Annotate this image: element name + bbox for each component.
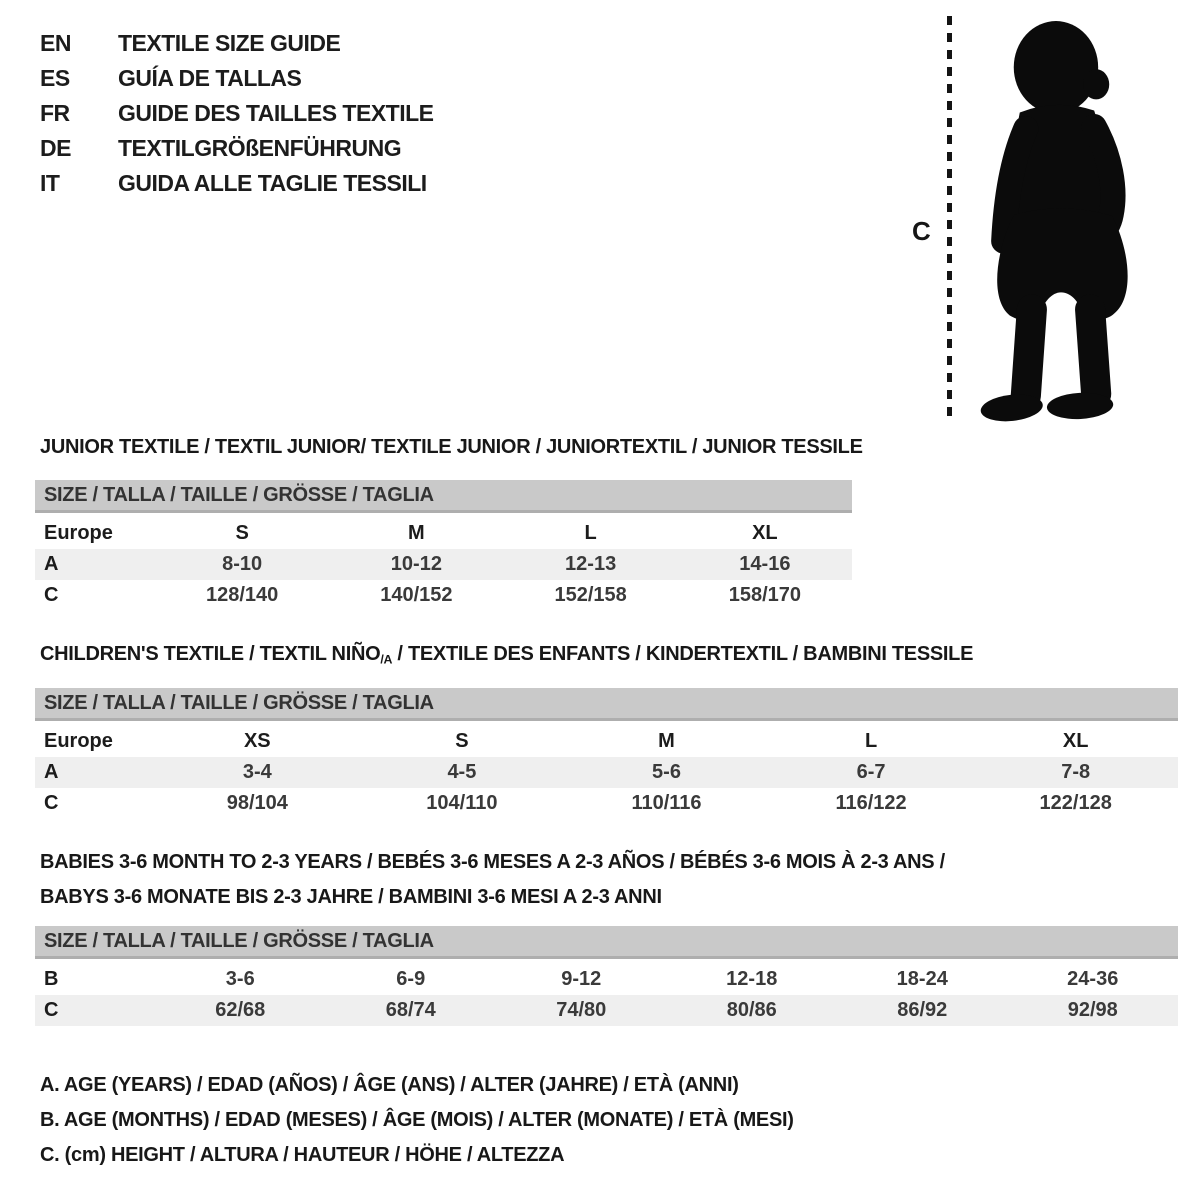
age-cell: 7-8 bbox=[1061, 761, 1091, 783]
height-cell: 122/128 bbox=[1039, 792, 1112, 814]
children-title-suffix: / TEXTILE DES ENFANTS / KINDERTEXTIL / BAMBINI TESSILE bbox=[392, 643, 974, 665]
size-cell: M bbox=[408, 522, 425, 544]
babies-section-title bbox=[40, 845, 945, 915]
region-label: Europe bbox=[44, 522, 113, 544]
height-cell: 86/92 bbox=[897, 999, 948, 1021]
months-cell: 12-18 bbox=[726, 968, 778, 990]
lang-code: IT bbox=[40, 170, 60, 196]
height-cell: 158/170 bbox=[728, 584, 802, 606]
lang-title: GUIDE DES TAILLES TEXTILE bbox=[118, 100, 434, 126]
babies-months-row bbox=[35, 964, 1178, 995]
size-cell: XS bbox=[243, 730, 271, 752]
months-cell: 6-9 bbox=[396, 968, 426, 990]
age-cell: 3-4 bbox=[242, 761, 272, 783]
lang-title: TEXTILGRÖßENFÜHRUNG bbox=[118, 135, 402, 161]
children-europe-row bbox=[35, 726, 1178, 757]
babies-size-header-bar: SIZE / TALLA / TAILLE / GRÖSSE / TAGLIA bbox=[35, 926, 1178, 959]
row-label-b: B bbox=[44, 968, 59, 990]
height-cell: 92/98 bbox=[1067, 999, 1118, 1021]
months-cell: 24-36 bbox=[1067, 968, 1119, 990]
babies-title-line1: BABIES 3-6 MONTH TO 2-3 YEARS / BEBÉS 3-6 MESES A 2-3 AÑOS / BÉBÉS 3-6 MOIS À 2-3 ANS / bbox=[40, 851, 945, 873]
junior-europe-row bbox=[35, 518, 852, 549]
lang-row-fr bbox=[40, 96, 434, 131]
row-label-c: C bbox=[44, 999, 59, 1021]
age-cell: 8-10 bbox=[222, 553, 263, 575]
legend-line-c: C. (cm) HEIGHT / ALTURA / HAUTEUR / HÖHE / ALTEZZA bbox=[40, 1144, 565, 1166]
junior-age-row bbox=[35, 549, 852, 580]
lang-row-es bbox=[40, 61, 434, 96]
months-cell: 18-24 bbox=[896, 968, 948, 990]
babies-title-line2: BABYS 3-6 MONATE BIS 2-3 JAHRE / BAMBINI 3-6 MESI A 2-3 ANNI bbox=[40, 886, 662, 908]
lang-title: GUIDA ALLE TAGLIE TESSILI bbox=[118, 170, 427, 196]
size-cell: S bbox=[235, 522, 249, 544]
row-label-a: A bbox=[44, 553, 59, 575]
language-header bbox=[40, 26, 434, 201]
age-cell: 10-12 bbox=[390, 553, 442, 575]
row-label-c: C bbox=[44, 792, 59, 814]
size-cell: XL bbox=[752, 522, 778, 544]
age-cell: 6-7 bbox=[856, 761, 886, 783]
height-cell: 128/140 bbox=[205, 584, 279, 606]
height-cell: 110/116 bbox=[631, 792, 702, 814]
size-cell: L bbox=[584, 522, 597, 544]
height-cell: 98/104 bbox=[226, 792, 288, 814]
children-size-header-bar: SIZE / TALLA / TAILLE / GRÖSSE / TAGLIA bbox=[35, 688, 1178, 721]
age-cell: 12-13 bbox=[565, 553, 617, 575]
lang-title: TEXTILE SIZE GUIDE bbox=[118, 30, 341, 56]
lang-code: ES bbox=[40, 65, 70, 91]
children-title-subscript: /A bbox=[380, 652, 393, 667]
size-cell: S bbox=[455, 730, 469, 752]
height-cell: 74/80 bbox=[556, 999, 607, 1021]
legend-line-a: A. AGE (YEARS) / EDAD (AÑOS) / ÂGE (ANS) / ALTER (JAHRE) / ETÀ (ANNI) bbox=[40, 1074, 739, 1096]
measure-legend bbox=[40, 1068, 794, 1173]
junior-section-title: JUNIOR TEXTILE / TEXTIL JUNIOR/ TEXTILE JUNIOR / JUNIORTEXTIL / JUNIOR TESSILE bbox=[40, 436, 863, 458]
junior-size-header-bar: SIZE / TALLA / TAILLE / GRÖSSE / TAGLIA bbox=[35, 480, 852, 513]
lang-row-de bbox=[40, 131, 434, 166]
row-label-a: A bbox=[44, 761, 59, 783]
age-cell: 5-6 bbox=[652, 761, 681, 783]
babies-size-table bbox=[35, 926, 1178, 1026]
lang-code: FR bbox=[40, 100, 70, 126]
height-cell: 104/110 bbox=[426, 792, 498, 814]
months-cell: 3-6 bbox=[225, 968, 255, 990]
junior-height-row bbox=[35, 580, 852, 611]
height-cell: 68/74 bbox=[385, 999, 436, 1021]
lang-code: EN bbox=[40, 30, 71, 56]
junior-size-table bbox=[35, 480, 852, 611]
lang-row-en bbox=[40, 26, 434, 61]
height-cell: 152/158 bbox=[554, 584, 627, 606]
children-section-title bbox=[40, 643, 973, 666]
age-cell: 4-5 bbox=[447, 761, 477, 783]
children-title-prefix: CHILDREN'S TEXTILE / TEXTIL NIÑO bbox=[40, 643, 381, 665]
months-cell: 9-12 bbox=[561, 968, 602, 990]
row-label-c: C bbox=[44, 584, 59, 606]
children-size-table bbox=[35, 688, 1178, 819]
height-measure-dashed-line bbox=[947, 16, 952, 416]
size-cell: XL bbox=[1062, 730, 1089, 752]
size-cell: L bbox=[864, 730, 878, 752]
region-label: Europe bbox=[44, 730, 113, 752]
children-age-row bbox=[35, 757, 1178, 788]
lang-row-it bbox=[40, 166, 434, 201]
height-cell: 62/68 bbox=[215, 999, 266, 1021]
height-cell: 80/86 bbox=[726, 999, 777, 1021]
height-cell: 140/152 bbox=[380, 584, 453, 606]
lang-title: GUÍA DE TALLAS bbox=[118, 65, 302, 91]
legend-line-b: B. AGE (MONTHS) / EDAD (MESES) / ÂGE (MOIS) / ALTER (MONATE) / ETÀ (MESI) bbox=[40, 1109, 794, 1131]
toddler-silhouette-icon bbox=[963, 10, 1165, 424]
children-height-row bbox=[35, 788, 1178, 819]
babies-height-row bbox=[35, 995, 1178, 1026]
age-cell: 14-16 bbox=[739, 553, 791, 575]
lang-code: DE bbox=[40, 135, 71, 161]
measure-label-c: C bbox=[912, 216, 931, 246]
size-cell: M bbox=[658, 730, 675, 752]
height-cell: 116/122 bbox=[835, 792, 907, 814]
